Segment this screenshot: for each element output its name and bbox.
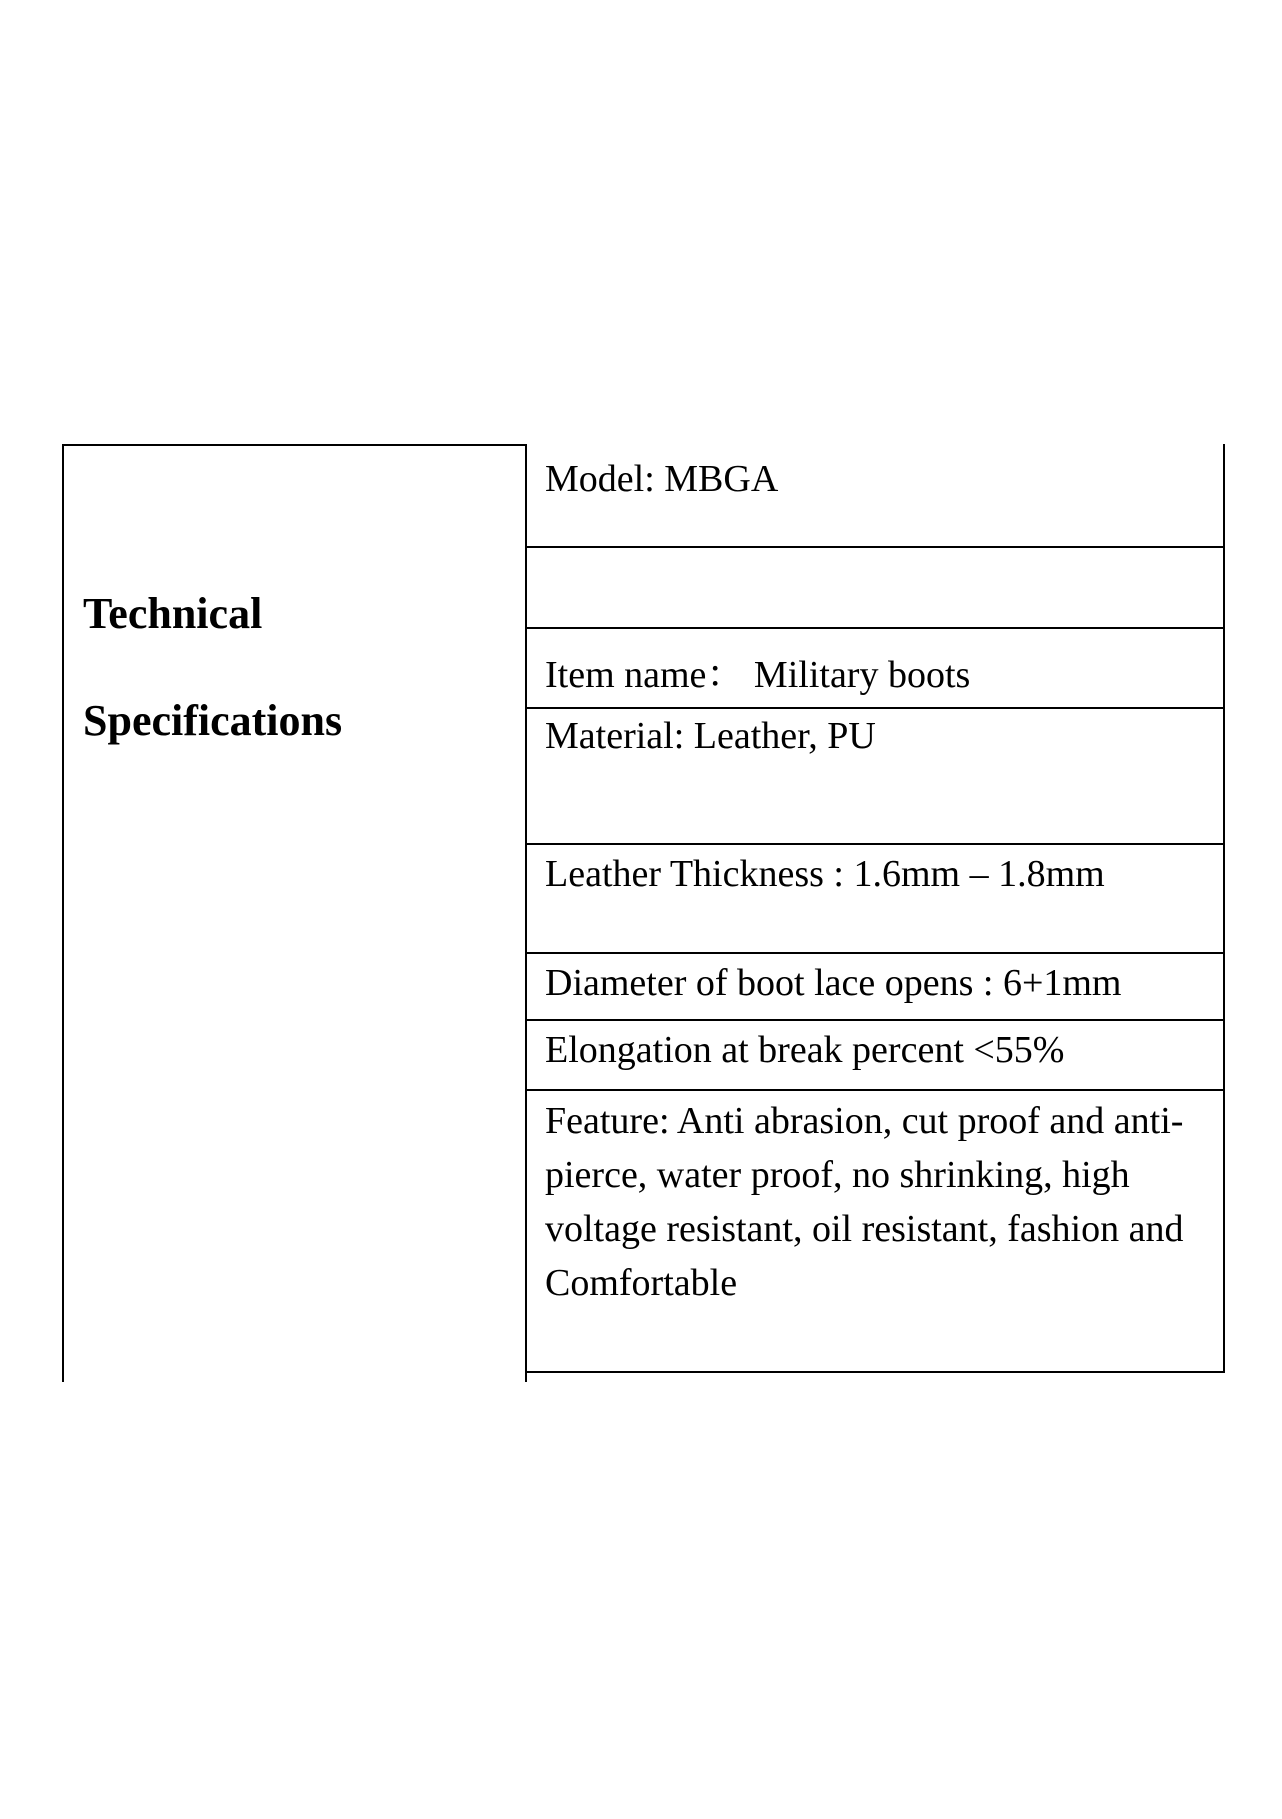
- spec-row-item-name: [527, 629, 1225, 707]
- spec-leather-thickness: Leather Thickness : 1.6mm – 1.8mm: [545, 853, 1105, 895]
- spec-model: Model: MBGA: [545, 458, 779, 500]
- spec-row-leather-thickness: [527, 845, 1225, 952]
- spec-row-elongation: [527, 1021, 1225, 1089]
- spec-row-feature: [527, 1091, 1225, 1371]
- spec-row-empty: [527, 548, 1225, 628]
- spec-row-material: [527, 709, 1225, 843]
- section-heading-line1: Technical: [83, 589, 263, 638]
- spec-material: Material: Leather, PU: [545, 715, 876, 757]
- spec-row-model: [527, 446, 1225, 547]
- spec-item-name: Item name： Military boots: [545, 654, 971, 696]
- section-heading-line2: Specifications: [83, 696, 343, 745]
- table-bottom-border: [527, 1371, 1225, 1373]
- section-heading-cell: [63, 446, 525, 1382]
- spec-lace-diameter: Diameter of boot lace opens : 6+1mm: [545, 962, 1122, 1004]
- spec-feature: Feature: Anti abrasion, cut proof and anti-pierce, water proof, no shrinking, high voltage resistant, oil resistant, fashion and Comfortable: [545, 1100, 1184, 1304]
- spec-row-lace-diameter: [527, 954, 1225, 1019]
- spec-elongation: Elongation at break percent <55%: [545, 1029, 1065, 1071]
